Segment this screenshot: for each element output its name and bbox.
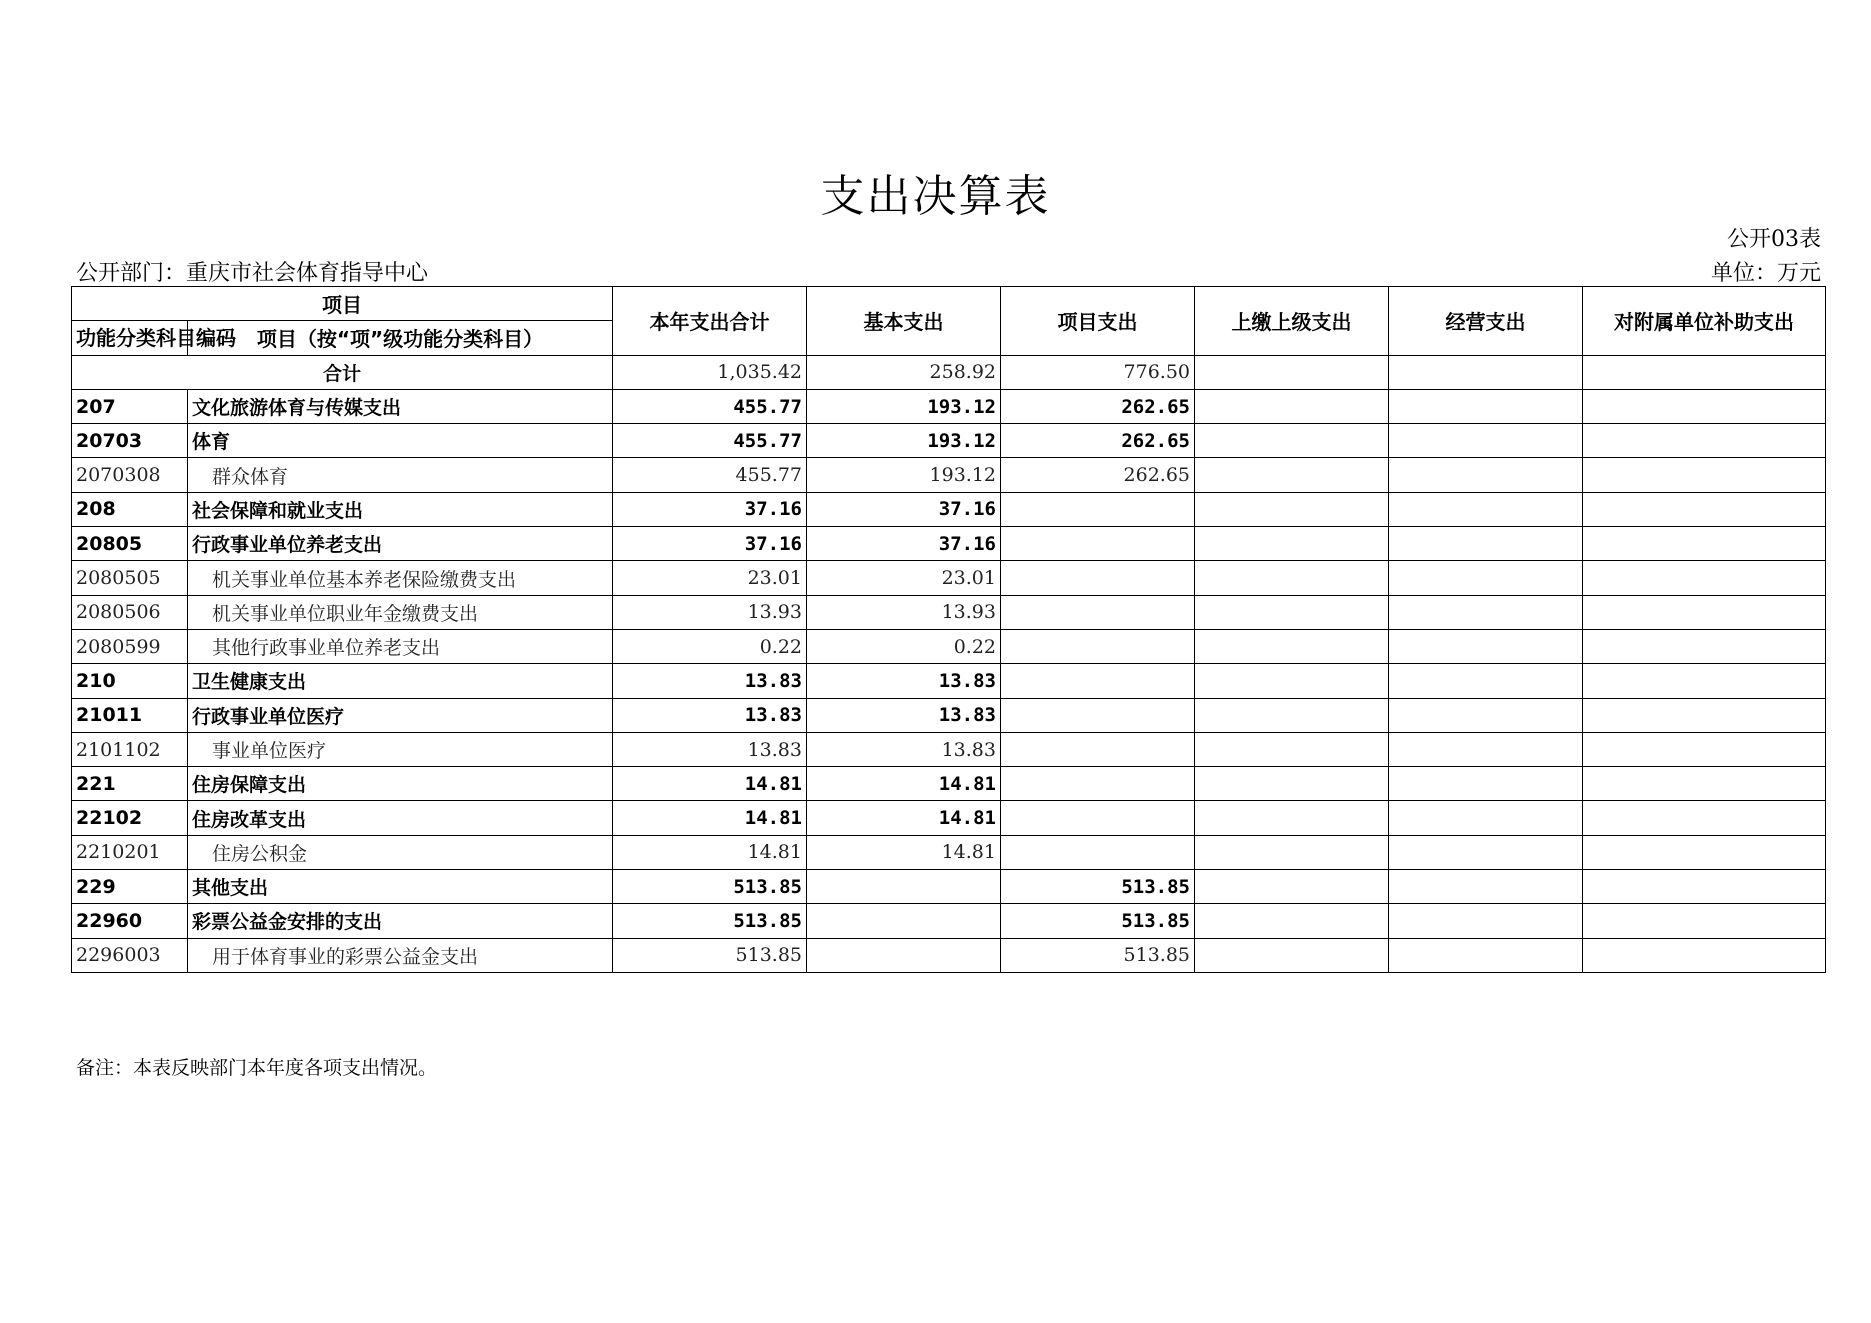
cell-business bbox=[1389, 595, 1583, 629]
cell-basic bbox=[807, 870, 1001, 904]
cell-project bbox=[1001, 664, 1195, 698]
cell-project bbox=[1001, 595, 1195, 629]
form-number: 公开03表 bbox=[1727, 227, 1821, 252]
cell-basic bbox=[807, 904, 1001, 938]
cell-business bbox=[1389, 732, 1583, 766]
cell-business bbox=[1389, 527, 1583, 561]
cell-code: 229 bbox=[72, 870, 188, 904]
table-row bbox=[72, 561, 1826, 595]
cell-subsidy bbox=[1583, 458, 1826, 492]
cell-name: 用于体育事业的彩票公益金支出 bbox=[188, 938, 613, 972]
cell-business bbox=[1389, 767, 1583, 801]
cell-total: 13.83 bbox=[613, 732, 807, 766]
header-code: 功能分类科目编码 bbox=[72, 321, 188, 355]
cell-total: 13.83 bbox=[613, 698, 807, 732]
cell-business bbox=[1389, 870, 1583, 904]
cell-subsidy bbox=[1583, 938, 1826, 972]
header-business: 经营支出 bbox=[1389, 287, 1583, 356]
table-row bbox=[72, 527, 1826, 561]
cell-name: 事业单位医疗 bbox=[188, 732, 613, 766]
cell-code: 210 bbox=[72, 664, 188, 698]
table-row bbox=[72, 904, 1826, 938]
unit-label: 单位：万元 bbox=[1710, 261, 1821, 286]
cell-basic: 193.12 bbox=[807, 458, 1001, 492]
cell-project bbox=[1001, 732, 1195, 766]
cell-total: 37.16 bbox=[613, 492, 807, 526]
cell-name: 社会保障和就业支出 bbox=[188, 492, 613, 526]
cell-code: 2296003 bbox=[72, 938, 188, 972]
header-name: 项目（按“项”级功能分类科目） bbox=[188, 321, 613, 355]
table-row bbox=[72, 424, 1826, 458]
cell-business bbox=[1389, 424, 1583, 458]
cell-total: 513.85 bbox=[613, 870, 807, 904]
cell-business bbox=[1389, 904, 1583, 938]
cell-code: 208 bbox=[72, 492, 188, 526]
cell-code: 2070308 bbox=[72, 458, 188, 492]
cell-name: 住房公积金 bbox=[188, 835, 613, 869]
cell-total: 13.83 bbox=[613, 664, 807, 698]
cell-subsidy bbox=[1583, 801, 1826, 835]
cell-name: 行政事业单位养老支出 bbox=[188, 527, 613, 561]
table-row bbox=[72, 767, 1826, 801]
cell-project bbox=[1001, 492, 1195, 526]
cell-total: 23.01 bbox=[613, 561, 807, 595]
cell-code: 2101102 bbox=[72, 732, 188, 766]
header-project: 项目 bbox=[72, 287, 613, 321]
cell-upper bbox=[1195, 629, 1389, 663]
cell-subsidy bbox=[1583, 424, 1826, 458]
cell-total: 0.22 bbox=[613, 629, 807, 663]
cell-subsidy bbox=[1583, 561, 1826, 595]
cell-upper bbox=[1195, 595, 1389, 629]
cell-subsidy bbox=[1583, 527, 1826, 561]
cell-subsidy bbox=[1583, 595, 1826, 629]
cell-name: 其他行政事业单位养老支出 bbox=[188, 629, 613, 663]
cell-total: 455.77 bbox=[613, 389, 807, 423]
cell-code: 20805 bbox=[72, 527, 188, 561]
cell-subsidy bbox=[1583, 732, 1826, 766]
cell-name: 群众体育 bbox=[188, 458, 613, 492]
cell-name: 行政事业单位医疗 bbox=[188, 698, 613, 732]
cell-upper bbox=[1195, 561, 1389, 595]
cell-business bbox=[1389, 664, 1583, 698]
total-row bbox=[72, 355, 1826, 389]
cell-total: 13.93 bbox=[613, 595, 807, 629]
table-row bbox=[72, 698, 1826, 732]
cell-project bbox=[1001, 527, 1195, 561]
header-project-expense: 项目支出 bbox=[1001, 287, 1195, 356]
cell-basic: 193.12 bbox=[807, 389, 1001, 423]
cell-name: 机关事业单位基本养老保险缴费支出 bbox=[188, 561, 613, 595]
cell-basic: 14.81 bbox=[807, 801, 1001, 835]
cell-name: 体育 bbox=[188, 424, 613, 458]
cell-total: 513.85 bbox=[613, 938, 807, 972]
table-row bbox=[72, 492, 1826, 526]
cell-upper bbox=[1195, 492, 1389, 526]
cell-project bbox=[1001, 767, 1195, 801]
cell-business bbox=[1389, 801, 1583, 835]
cell-subsidy bbox=[1583, 698, 1826, 732]
cell-subsidy bbox=[1583, 629, 1826, 663]
cell-project: 513.85 bbox=[1001, 938, 1195, 972]
cell-project bbox=[1001, 629, 1195, 663]
cell-business bbox=[1389, 458, 1583, 492]
table-row bbox=[72, 664, 1826, 698]
cell-upper bbox=[1195, 835, 1389, 869]
table-body bbox=[72, 355, 1826, 972]
cell-upper bbox=[1195, 767, 1389, 801]
total-cell-business bbox=[1389, 355, 1583, 389]
cell-name: 其他支出 bbox=[188, 870, 613, 904]
cell-business bbox=[1389, 698, 1583, 732]
cell-business bbox=[1389, 389, 1583, 423]
cell-project bbox=[1001, 698, 1195, 732]
total-cell-subsidy bbox=[1583, 355, 1826, 389]
cell-total: 14.81 bbox=[613, 801, 807, 835]
cell-code: 21011 bbox=[72, 698, 188, 732]
cell-upper bbox=[1195, 870, 1389, 904]
department-label: 公开部门：重庆市社会体育指导中心 bbox=[76, 261, 429, 286]
cell-name: 彩票公益金安排的支出 bbox=[188, 904, 613, 938]
total-cell-project: 776.50 bbox=[1001, 355, 1195, 389]
cell-project: 262.65 bbox=[1001, 389, 1195, 423]
cell-code: 207 bbox=[72, 389, 188, 423]
cell-project: 262.65 bbox=[1001, 424, 1195, 458]
header-upper-remit: 上缴上级支出 bbox=[1195, 287, 1389, 356]
cell-total: 37.16 bbox=[613, 527, 807, 561]
cell-business bbox=[1389, 561, 1583, 595]
table-row bbox=[72, 389, 1826, 423]
cell-name: 住房保障支出 bbox=[188, 767, 613, 801]
table-row bbox=[72, 870, 1826, 904]
cell-subsidy bbox=[1583, 664, 1826, 698]
cell-code: 22960 bbox=[72, 904, 188, 938]
cell-name: 住房改革支出 bbox=[188, 801, 613, 835]
cell-business bbox=[1389, 492, 1583, 526]
footnote: 备注：本表反映部门本年度各项支出情况。 bbox=[76, 1057, 438, 1079]
cell-total: 455.77 bbox=[613, 424, 807, 458]
table-row bbox=[72, 629, 1826, 663]
cell-basic: 13.93 bbox=[807, 595, 1001, 629]
cell-subsidy bbox=[1583, 904, 1826, 938]
cell-basic: 37.16 bbox=[807, 527, 1001, 561]
cell-basic: 193.12 bbox=[807, 424, 1001, 458]
cell-upper bbox=[1195, 938, 1389, 972]
cell-subsidy bbox=[1583, 835, 1826, 869]
cell-upper bbox=[1195, 527, 1389, 561]
table-row bbox=[72, 835, 1826, 869]
cell-upper bbox=[1195, 664, 1389, 698]
total-cell-total: 1,035.42 bbox=[613, 355, 807, 389]
cell-upper bbox=[1195, 698, 1389, 732]
cell-basic: 37.16 bbox=[807, 492, 1001, 526]
cell-code: 20703 bbox=[72, 424, 188, 458]
cell-total: 513.85 bbox=[613, 904, 807, 938]
cell-basic: 14.81 bbox=[807, 835, 1001, 869]
header-total: 本年支出合计 bbox=[613, 287, 807, 356]
cell-subsidy bbox=[1583, 767, 1826, 801]
cell-business bbox=[1389, 629, 1583, 663]
table-row bbox=[72, 732, 1826, 766]
cell-business bbox=[1389, 938, 1583, 972]
cell-total: 14.81 bbox=[613, 767, 807, 801]
cell-upper bbox=[1195, 458, 1389, 492]
table-row bbox=[72, 938, 1826, 972]
cell-subsidy bbox=[1583, 389, 1826, 423]
cell-project bbox=[1001, 561, 1195, 595]
cell-basic: 13.83 bbox=[807, 698, 1001, 732]
cell-upper bbox=[1195, 424, 1389, 458]
table-row bbox=[72, 458, 1826, 492]
cell-total: 455.77 bbox=[613, 458, 807, 492]
cell-basic bbox=[807, 938, 1001, 972]
cell-code: 2210201 bbox=[72, 835, 188, 869]
cell-upper bbox=[1195, 732, 1389, 766]
cell-basic: 14.81 bbox=[807, 767, 1001, 801]
cell-subsidy bbox=[1583, 492, 1826, 526]
cell-basic: 13.83 bbox=[807, 664, 1001, 698]
cell-upper bbox=[1195, 904, 1389, 938]
cell-code: 2080599 bbox=[72, 629, 188, 663]
cell-project: 513.85 bbox=[1001, 870, 1195, 904]
page-title: 支出决算表 bbox=[820, 171, 1051, 222]
table-row bbox=[72, 595, 1826, 629]
cell-name: 机关事业单位职业年金缴费支出 bbox=[188, 595, 613, 629]
cell-name: 卫生健康支出 bbox=[188, 664, 613, 698]
cell-name: 文化旅游体育与传媒支出 bbox=[188, 389, 613, 423]
cell-business bbox=[1389, 835, 1583, 869]
cell-total: 14.81 bbox=[613, 835, 807, 869]
cell-project: 513.85 bbox=[1001, 904, 1195, 938]
total-label: 合计 bbox=[72, 355, 613, 389]
cell-code: 221 bbox=[72, 767, 188, 801]
expenditure-table bbox=[71, 286, 1826, 973]
table-row bbox=[72, 801, 1826, 835]
cell-basic: 0.22 bbox=[807, 629, 1001, 663]
cell-upper bbox=[1195, 801, 1389, 835]
total-cell-upper bbox=[1195, 355, 1389, 389]
cell-code: 2080505 bbox=[72, 561, 188, 595]
cell-upper bbox=[1195, 389, 1389, 423]
cell-basic: 13.83 bbox=[807, 732, 1001, 766]
total-cell-basic: 258.92 bbox=[807, 355, 1001, 389]
cell-project bbox=[1001, 835, 1195, 869]
cell-code: 22102 bbox=[72, 801, 188, 835]
cell-subsidy bbox=[1583, 870, 1826, 904]
cell-project bbox=[1001, 801, 1195, 835]
cell-project: 262.65 bbox=[1001, 458, 1195, 492]
cell-code: 2080506 bbox=[72, 595, 188, 629]
header-basic: 基本支出 bbox=[807, 287, 1001, 356]
cell-basic: 23.01 bbox=[807, 561, 1001, 595]
header-subsidy: 对附属单位补助支出 bbox=[1583, 287, 1826, 356]
